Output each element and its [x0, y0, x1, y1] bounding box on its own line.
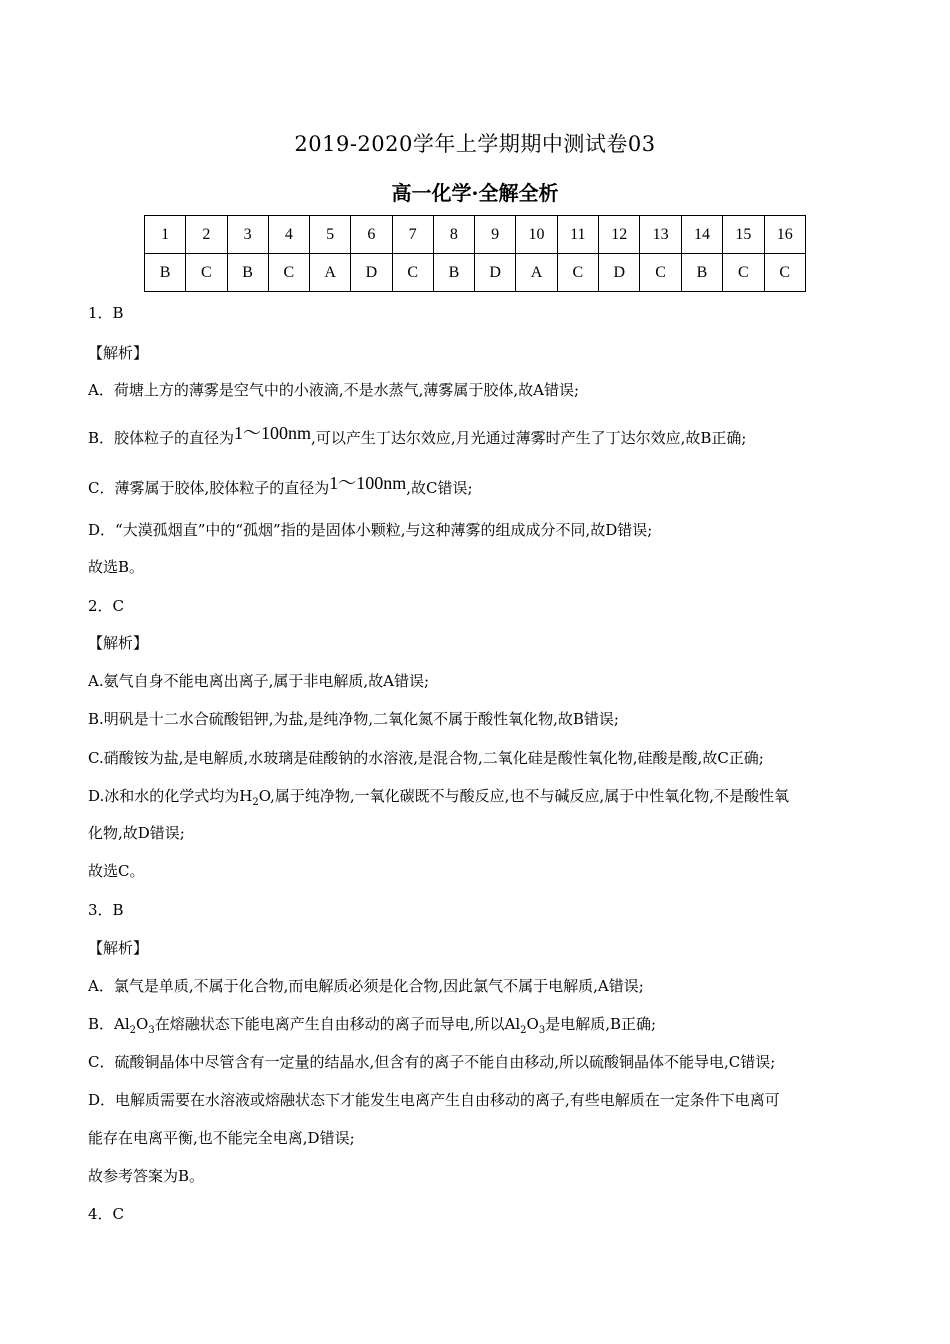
text: 在熔融状态下能电离产生自由移动的离子而导电,所以Al: [154, 1015, 521, 1033]
q3-option-d-continued: 能存在电离平衡,也不能完全电离,D错误;: [88, 1129, 355, 1147]
question-2-heading: 2．C: [88, 597, 125, 615]
q2-conclusion: 故选C。: [88, 862, 145, 880]
answer-table: [144, 215, 806, 292]
subscript: 2: [129, 1025, 137, 1036]
text: O,属于纯净物,一氧化碳既不与酸反应,也不与碱反应,属于中性氧化物,不是酸性氧: [258, 787, 789, 805]
text: ,可以产生丁达尔效应,月光通过薄雾时产生了丁达尔效应,故B正确;: [311, 429, 747, 447]
table-cell: 8: [433, 216, 474, 254]
q3-option-b: [88, 1014, 656, 1041]
subscript: 2: [520, 1025, 527, 1036]
table-cell: B: [145, 254, 186, 292]
subscript: 3: [538, 1025, 546, 1036]
table-cell: D: [599, 254, 640, 292]
table-cell: A: [310, 254, 351, 292]
table-cell: 4: [268, 216, 309, 254]
math-range: 1～100nm: [234, 423, 312, 443]
table-cell: 14: [681, 216, 722, 254]
table-cell: 16: [764, 216, 805, 254]
table-cell: 11: [557, 216, 598, 254]
table-cell: 6: [351, 216, 392, 254]
q3-option-c: C．硫酸铜晶体中尽管含有一定量的结晶水,但含有的离子不能自由移动,所以硫酸铜晶体不能导电,C错误;: [88, 1053, 776, 1071]
table-cell: A: [516, 254, 557, 292]
text: O: [526, 1015, 539, 1033]
text: 是电解质,B正确;: [545, 1015, 657, 1033]
table-cell: 2: [186, 216, 227, 254]
q2-option-d-continued: 化物,故D错误;: [88, 824, 185, 842]
q1-option-b: [88, 423, 747, 448]
table-cell: D: [351, 254, 392, 292]
text: D.冰和水的化学式均为H: [88, 787, 253, 805]
question-1-heading: 1．B: [88, 304, 124, 322]
table-cell: B: [227, 254, 268, 292]
q2-option-b: B.明矾是十二水合硫酸铝钾,为盐,是纯净物,二氧化氮不属于酸性氧化物,故B错误;: [88, 710, 619, 728]
text: B．胶体粒子的直径为: [88, 429, 235, 447]
subscript: 3: [148, 1025, 155, 1036]
table-cell: 7: [392, 216, 433, 254]
q2-option-a: A.氨气自身不能电离出离子,属于非电解质,故A错误;: [88, 672, 430, 690]
q2-option-d: [88, 786, 789, 813]
table-cell: B: [433, 254, 474, 292]
answer-table-number-row: [145, 216, 806, 254]
table-cell: C: [392, 254, 433, 292]
q1-option-c: [88, 473, 473, 498]
math-range: 1～100nm: [329, 473, 407, 493]
q3-option-a: A．氯气是单质,不属于化合物,而电解质必须是化合物,因此氯气不属于电解质,A错误;: [88, 977, 644, 995]
table-cell: C: [186, 254, 227, 292]
table-cell: C: [723, 254, 764, 292]
answer-table-answer-row: [145, 254, 806, 292]
q1-option-d: D．“大漠孤烟直”中的“孤烟”指的是固体小颗粒,与这种薄雾的组成成分不同,故D错误;: [88, 521, 653, 539]
table-cell: 13: [640, 216, 681, 254]
text: C．薄雾属于胶体,胶体粒子的直径为: [88, 479, 330, 497]
table-cell: C: [640, 254, 681, 292]
table-cell: C: [268, 254, 309, 292]
q1-option-a: A．荷塘上方的薄雾是空气中的小液滴,不是水蒸气,薄雾属于胶体,故A错误;: [88, 381, 580, 399]
table-cell: C: [764, 254, 805, 292]
question-3-heading: 3．B: [88, 901, 124, 919]
text: ,故C错误;: [406, 479, 473, 497]
q3-conclusion: 故参考答案为B。: [88, 1167, 205, 1185]
text: O: [136, 1015, 149, 1033]
analysis-label: 【解析】: [88, 939, 149, 957]
table-cell: 3: [227, 216, 268, 254]
table-cell: C: [557, 254, 598, 292]
text: B．Al: [88, 1015, 130, 1033]
table-cell: 9: [475, 216, 516, 254]
table-cell: 5: [310, 216, 351, 254]
analysis-label: 【解析】: [88, 344, 149, 362]
q3-option-d: D．电解质需要在水溶液或熔融状态下才能发生电离产生自由移动的离子,有些电解质在一定条件下电离可: [88, 1091, 780, 1109]
table-cell: 10: [516, 216, 557, 254]
page-title: 2019-2020学年上学期期中测试卷03: [294, 132, 656, 156]
q2-option-c: C.硝酸铵为盐,是电解质,水玻璃是硅酸钠的水溶液,是混合物,二氧化硅是酸性氧化物,硅酸是酸,故C正确;: [88, 749, 764, 767]
table-cell: 15: [723, 216, 764, 254]
page-subtitle: 高一化学·全解全析: [391, 181, 559, 205]
analysis-label: 【解析】: [88, 634, 149, 652]
q1-conclusion: 故选B。: [88, 558, 145, 576]
table-cell: B: [681, 254, 722, 292]
table-cell: D: [475, 254, 516, 292]
subscript: 2: [252, 797, 259, 808]
question-4-heading: 4．C: [88, 1205, 125, 1223]
table-cell: 1: [145, 216, 186, 254]
table-cell: 12: [599, 216, 640, 254]
